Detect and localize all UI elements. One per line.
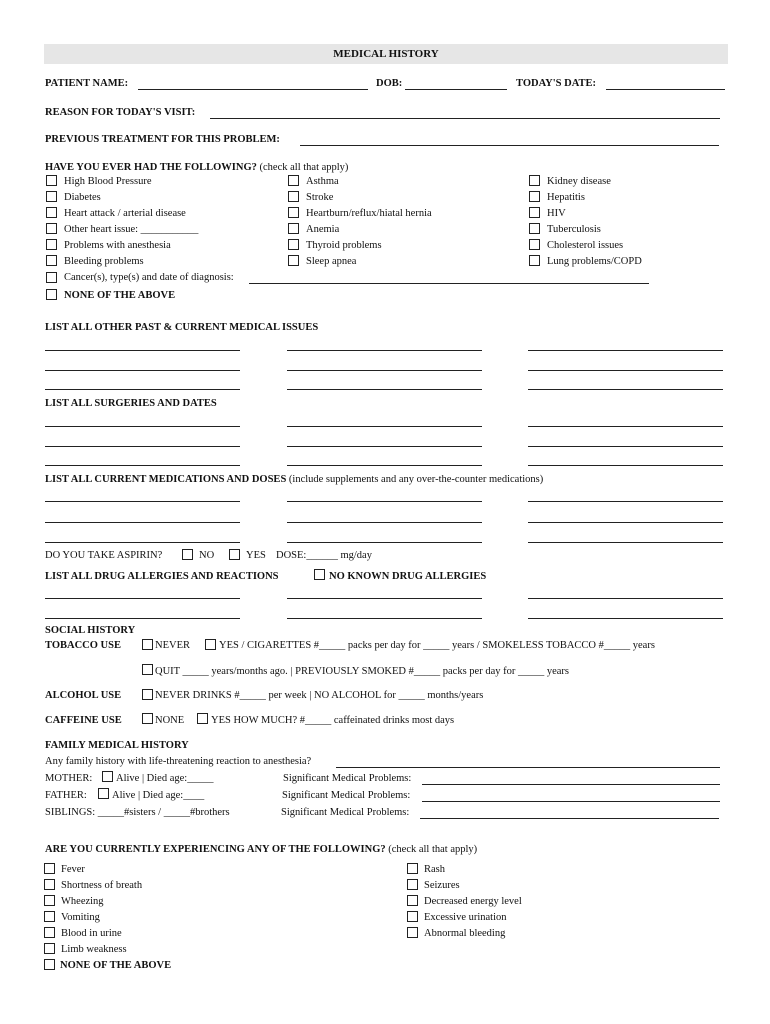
condition-label: Stroke <box>306 192 334 203</box>
surgery-line[interactable] <box>287 426 482 427</box>
medication-line[interactable] <box>287 501 482 502</box>
caffeine-yes-text: YES HOW MUCH? #_____ caffeinated drinks most days <box>211 715 455 726</box>
condition-label: Cholesterol issues <box>547 240 624 251</box>
condition-checkbox[interactable] <box>529 255 540 266</box>
symptom-checkbox[interactable] <box>44 879 55 890</box>
no-known-allergies-checkbox[interactable] <box>314 569 325 580</box>
condition-label: Asthma <box>306 176 339 187</box>
symptoms-heading: ARE YOU CURRENTLY EXPERIENCING ANY OF THE FOLLOWING? <box>45 844 386 855</box>
father-problems-field[interactable] <box>422 801 720 802</box>
condition-checkbox[interactable] <box>46 239 57 250</box>
medication-line[interactable] <box>528 542 723 543</box>
todays-date-label: TODAY'S DATE: <box>516 78 597 89</box>
allergy-line[interactable] <box>287 618 482 619</box>
alcohol-text: NEVER DRINKS #_____ per week | NO ALCOHOL for _____ months/years <box>155 690 484 701</box>
surgery-line[interactable] <box>287 446 482 447</box>
symptoms-heading-line <box>45 844 477 856</box>
previous-treatment-label: PREVIOUS TREATMENT FOR THIS PROBLEM: <box>45 134 280 145</box>
alcohol-label: ALCOHOL USE <box>45 690 122 701</box>
condition-checkbox[interactable] <box>46 191 57 202</box>
condition-label: Kidney disease <box>547 176 611 187</box>
condition-label: Tuberculosis <box>547 224 601 235</box>
symptom-checkbox[interactable] <box>44 911 55 922</box>
no-known-allergies-label: NO KNOWN DRUG ALLERGIES <box>329 571 487 582</box>
allergy-line[interactable] <box>45 598 240 599</box>
condition-label: Anemia <box>306 224 340 235</box>
caffeine-none-label: NONE <box>155 715 185 726</box>
other-issues-heading: LIST ALL OTHER PAST & CURRENT MEDICAL ISSUES <box>45 322 319 333</box>
symptom-label: Seizures <box>424 880 460 891</box>
symptom-label: Shortness of breath <box>61 880 143 891</box>
other-issue-line[interactable] <box>528 350 723 351</box>
condition-label: Bleeding problems <box>64 256 144 267</box>
symptom-checkbox[interactable] <box>44 895 55 906</box>
condition-label: Diabetes <box>64 192 101 203</box>
symptom-checkbox[interactable] <box>407 879 418 890</box>
conditions-heading: HAVE YOU EVER HAD THE FOLLOWING? <box>45 162 257 173</box>
other-issue-line[interactable] <box>528 370 723 371</box>
siblings-text: SIBLINGS: _____#sisters / _____#brothers <box>45 807 230 818</box>
conditions-heading-line <box>45 162 348 174</box>
condition-label: High Blood Pressure <box>64 176 152 187</box>
condition-label: Heart attack / arterial disease <box>64 208 186 219</box>
symptom-checkbox[interactable] <box>44 927 55 938</box>
medications-heading-line <box>45 474 543 486</box>
symptom-label: Wheezing <box>61 896 104 907</box>
symptom-label: Fever <box>61 864 85 875</box>
caffeine-none-checkbox[interactable] <box>142 713 153 724</box>
condition-checkbox[interactable] <box>46 175 57 186</box>
surgery-line[interactable] <box>287 465 482 466</box>
tobacco-yes-checkbox[interactable] <box>205 639 216 650</box>
medication-line[interactable] <box>45 542 240 543</box>
tobacco-quit-checkbox[interactable] <box>142 664 153 675</box>
conditions-none-checkbox[interactable] <box>46 289 57 300</box>
aspirin-question: DO YOU TAKE ASPIRIN? <box>45 550 163 561</box>
conditions-none-label: NONE OF THE ABOVE <box>64 290 176 301</box>
medication-line[interactable] <box>287 522 482 523</box>
symptom-label: Rash <box>424 864 445 875</box>
family-anesthesia-field[interactable] <box>336 767 720 768</box>
surgery-line[interactable] <box>45 426 240 427</box>
condition-label: Sleep apnea <box>306 256 357 267</box>
aspirin-yes-label: YES <box>246 550 266 561</box>
other-issue-line[interactable] <box>45 350 240 351</box>
aspirin-no-checkbox[interactable] <box>182 549 193 560</box>
condition-label: Problems with anesthesia <box>64 240 171 251</box>
allergy-line[interactable] <box>45 618 240 619</box>
mother-alive-checkbox[interactable] <box>102 771 113 782</box>
mother-problems-label: Significant Medical Problems: <box>283 773 412 784</box>
dob-label: DOB: <box>376 78 403 89</box>
condition-checkbox[interactable] <box>46 255 57 266</box>
condition-label: Heartburn/reflux/hiatal hernia <box>306 208 432 219</box>
social-history-heading: SOCIAL HISTORY <box>45 625 136 636</box>
medication-line[interactable] <box>45 522 240 523</box>
family-history-heading: FAMILY MEDICAL HISTORY <box>45 740 189 751</box>
previous-treatment-field[interactable] <box>300 145 719 146</box>
father-label: FATHER: <box>45 790 87 801</box>
tobacco-label: TOBACCO USE <box>45 640 121 651</box>
other-issue-line[interactable] <box>287 389 482 390</box>
caffeine-yes-checkbox[interactable] <box>197 713 208 724</box>
symptom-label: Excessive urination <box>424 912 507 923</box>
allergy-line[interactable] <box>528 598 723 599</box>
surgery-line[interactable] <box>45 465 240 466</box>
symptom-label: Limb weakness <box>61 944 127 955</box>
tobacco-never-label: NEVER <box>155 640 190 651</box>
medications-note: (include supplements and any over-the-counter medications) <box>288 474 544 485</box>
surgery-line[interactable] <box>528 446 723 447</box>
alcohol-never-checkbox[interactable] <box>142 689 153 700</box>
tobacco-never-checkbox[interactable] <box>142 639 153 650</box>
condition-label: Hepatitis <box>547 192 585 203</box>
symptom-checkbox[interactable] <box>44 943 55 954</box>
other-issue-line[interactable] <box>45 370 240 371</box>
father-problems-label: Significant Medical Problems: <box>282 790 411 801</box>
symptom-checkbox[interactable] <box>407 927 418 938</box>
condition-checkbox[interactable] <box>529 207 540 218</box>
siblings-problems-field[interactable] <box>420 818 719 819</box>
dob-field[interactable] <box>405 89 507 90</box>
symptom-label: Decreased energy level <box>424 896 522 907</box>
tobacco-yes-text: YES / CIGARETTES #_____ packs per day for _____ years / SMOKELESS TOBACCO #_____ years <box>219 640 655 651</box>
cancer-label: Cancer(s), type(s) and date of diagnosis: <box>64 272 234 283</box>
reason-label: REASON FOR TODAY'S VISIT: <box>45 107 196 118</box>
medication-line[interactable] <box>45 501 240 502</box>
other-issue-line[interactable] <box>287 350 482 351</box>
father-alive-died: Alive | Died age:____ <box>112 790 205 801</box>
symptom-label: Blood in urine <box>61 928 122 939</box>
aspirin-yes-checkbox[interactable] <box>229 549 240 560</box>
conditions-note: (check all that apply) <box>259 162 349 173</box>
symptom-checkbox[interactable] <box>407 863 418 874</box>
condition-checkbox[interactable] <box>288 223 299 234</box>
condition-label: Thyroid problems <box>306 240 382 251</box>
father-alive-checkbox[interactable] <box>98 788 109 799</box>
condition-checkbox[interactable] <box>46 207 57 218</box>
condition-checkbox[interactable] <box>288 191 299 202</box>
symptom-checkbox[interactable] <box>44 863 55 874</box>
form-title: MEDICAL HISTORY <box>333 48 439 60</box>
patient-name-label: PATIENT NAME: <box>45 78 129 89</box>
condition-checkbox[interactable] <box>529 175 540 186</box>
other-issue-line[interactable] <box>287 370 482 371</box>
mother-label: MOTHER: <box>45 773 93 784</box>
cancer-field[interactable] <box>249 283 649 284</box>
mother-alive-died: Alive | Died age:_____ <box>116 773 214 784</box>
symptom-checkbox[interactable] <box>407 895 418 906</box>
reason-field[interactable] <box>210 118 720 119</box>
symptoms-note: (check all that apply) <box>388 844 478 855</box>
caffeine-label: CAFFEINE USE <box>45 715 122 726</box>
medication-line[interactable] <box>287 542 482 543</box>
tobacco-quit-text: QUIT _____ years/months ago. | PREVIOUSLY SMOKED #_____ packs per day for _____ years <box>155 666 569 677</box>
condition-checkbox[interactable] <box>46 223 57 234</box>
form-title-bar <box>44 44 728 64</box>
condition-checkbox[interactable] <box>288 239 299 250</box>
medication-line[interactable] <box>528 501 723 502</box>
condition-label: HIV <box>547 208 566 219</box>
condition-checkbox[interactable] <box>288 255 299 266</box>
condition-checkbox[interactable] <box>529 191 540 202</box>
condition-checkbox[interactable] <box>288 175 299 186</box>
mother-problems-field[interactable] <box>422 784 720 785</box>
todays-date-field[interactable] <box>606 89 725 90</box>
symptom-label: Abnormal bleeding <box>424 928 506 939</box>
medications-heading: LIST ALL CURRENT MEDICATIONS AND DOSES <box>45 474 287 485</box>
patient-name-field[interactable] <box>138 89 368 90</box>
allergy-line[interactable] <box>528 618 723 619</box>
medication-line[interactable] <box>528 522 723 523</box>
surgeries-heading: LIST ALL SURGERIES AND DATES <box>45 398 217 409</box>
allergies-heading: LIST ALL DRUG ALLERGIES AND REACTIONS <box>45 571 279 582</box>
condition-checkbox[interactable] <box>288 207 299 218</box>
allergy-line[interactable] <box>287 598 482 599</box>
symptom-label: Vomiting <box>61 912 100 923</box>
symptom-checkbox[interactable] <box>407 911 418 922</box>
aspirin-no-label: NO <box>199 550 215 561</box>
symptoms-none-checkbox[interactable] <box>44 959 55 970</box>
other-issue-line[interactable] <box>45 389 240 390</box>
surgery-line[interactable] <box>528 465 723 466</box>
condition-checkbox[interactable] <box>529 223 540 234</box>
symptoms-none-label: NONE OF THE ABOVE <box>60 960 172 971</box>
surgery-line[interactable] <box>528 426 723 427</box>
family-anesthesia-question: Any family history with life-threatening reaction to anesthesia? <box>45 756 312 767</box>
siblings-problems-label: Significant Medical Problems: <box>281 807 410 818</box>
other-issue-line[interactable] <box>528 389 723 390</box>
condition-label: Lung problems/COPD <box>547 256 642 267</box>
cancer-checkbox[interactable] <box>46 272 57 283</box>
condition-checkbox[interactable] <box>529 239 540 250</box>
condition-label: Other heart issue: ___________ <box>64 224 199 235</box>
aspirin-dose: DOSE:______ mg/day <box>276 550 372 561</box>
surgery-line[interactable] <box>45 446 240 447</box>
